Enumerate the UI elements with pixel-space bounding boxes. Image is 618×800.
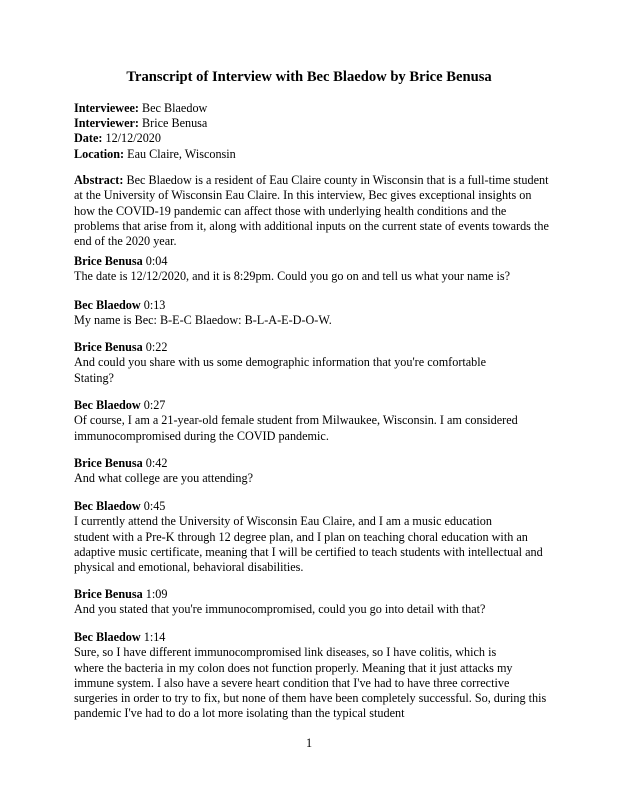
timestamp: 0:45 — [143, 499, 166, 513]
timestamp: 1:09 — [145, 587, 168, 601]
utterance-line: immunocompromised during the COVID pandemic. — [74, 428, 329, 443]
speaker-line — [74, 340, 486, 355]
interviewer-label: Interviewer: — [74, 116, 139, 131]
date-label: Date: — [74, 131, 103, 146]
transcript-entry — [74, 298, 332, 329]
timestamp: 0:22 — [145, 340, 168, 354]
location-label: Location: — [74, 146, 125, 161]
utterance-line: My name is Bec: B-E-C Blaedow: B-L-A-E-D-O-W. — [74, 313, 332, 328]
speaker-line — [74, 254, 510, 269]
utterance-line: pandemic I've had to do a lot more isolating than the typical student — [74, 706, 405, 721]
transcript-entry — [74, 499, 543, 575]
abstract-line: at the University of Wisconsin Eau Claire. In this interview, Bec gives exceptional insights on — [74, 188, 532, 203]
speaker-name: Bec Blaedow — [74, 630, 141, 644]
document-title: Transcript of Interview with Bec Blaedow by Brice Benusa — [126, 69, 492, 85]
utterance-line: And you stated that you're immunocompromised, could you go into detail with that? — [74, 602, 486, 617]
timestamp: 0:04 — [145, 254, 168, 268]
speaker-name: Bec Blaedow — [74, 298, 141, 312]
date-row — [74, 131, 236, 146]
utterance-line: immune system. I also have a severe heart condition that I've had to have three corrective — [74, 675, 510, 690]
interviewer-value: Brice Benusa — [142, 116, 208, 131]
utterance-line: Of course, I am a 21-year-old female student from Milwaukee, Wisconsin. I am considered — [74, 413, 518, 428]
abstract-line: problems that arise from it, along with additional inputs on the current state of events towards the — [74, 218, 549, 233]
abstract — [74, 173, 554, 249]
abstract-label: Abstract: — [74, 173, 124, 187]
utterance-line: And could you share with us some demographic information that you're comfortable — [74, 355, 487, 370]
speaker-name: Brice Benusa — [74, 340, 143, 354]
location-value: Eau Claire, Wisconsin — [127, 146, 236, 161]
speaker-line — [74, 587, 485, 602]
transcript-entry — [74, 340, 486, 386]
utterance-line: Stating? — [74, 370, 114, 385]
speaker-name: Brice Benusa — [74, 587, 143, 601]
speaker-name: Bec Blaedow — [74, 499, 141, 513]
speaker-name: Bec Blaedow — [74, 398, 141, 412]
abstract-line: end of the 2020 year. — [74, 234, 177, 249]
speaker-line — [74, 499, 543, 514]
speaker-name: Brice Benusa — [74, 456, 143, 470]
utterance-line: Sure, so I have different immunocompromised link diseases, so I have colitis, which is — [74, 645, 497, 660]
location-row — [74, 147, 236, 162]
speaker-line — [74, 456, 253, 471]
utterance-line: physical and emotional, behavioral disabilities. — [74, 560, 304, 575]
timestamp: 1:14 — [143, 630, 166, 644]
transcript-entry — [74, 456, 253, 487]
interview-metadata — [74, 101, 236, 162]
transcript-entry — [74, 630, 546, 722]
transcript-entry — [74, 587, 485, 618]
date-value: 12/12/2020 — [105, 131, 161, 146]
speaker-line — [74, 298, 332, 313]
utterance-line: student with a Pre-K through 12 degree plan, and I plan on teaching choral education with an — [74, 529, 528, 544]
interviewee-row — [74, 101, 236, 116]
speaker-line — [74, 398, 518, 413]
speaker-name: Brice Benusa — [74, 254, 143, 268]
utterance-line: And what college are you attending? — [74, 471, 254, 486]
abstract-line: Abstract: Bec Blaedow is a resident of Eau Claire county in Wisconsin that is a full-time student — [74, 173, 549, 187]
interviewee-label: Interviewee: — [74, 101, 139, 115]
utterance-line: where the bacteria in my colon does not function properly. Meaning that it just attacks my — [74, 660, 513, 675]
timestamp: 0:42 — [145, 456, 168, 470]
interviewer-row — [74, 116, 236, 131]
utterance-line: surgeries in order to try to fix, but none of them have been completely successful. So, during this — [74, 691, 547, 706]
abstract-line: how the COVID-19 pandemic can affect those with underlying health conditions and the — [74, 203, 507, 218]
interviewee-value: Bec Blaedow — [142, 101, 208, 115]
page-number: 1 — [305, 736, 313, 750]
timestamp: 0:27 — [143, 398, 166, 412]
transcript-entry — [74, 398, 518, 444]
timestamp: 0:13 — [143, 298, 166, 312]
utterance-line: adaptive music certificate, meaning that I will be certified to teach students with intellectual and — [74, 544, 543, 559]
utterance-line: The date is 12/12/2020, and it is 8:29pm. Could you go on and tell us what your name is? — [74, 269, 510, 284]
utterance-line: I currently attend the University of Wisconsin Eau Claire, and I am a music education — [74, 514, 492, 529]
transcript-entry — [74, 254, 510, 285]
speaker-line — [74, 630, 546, 645]
